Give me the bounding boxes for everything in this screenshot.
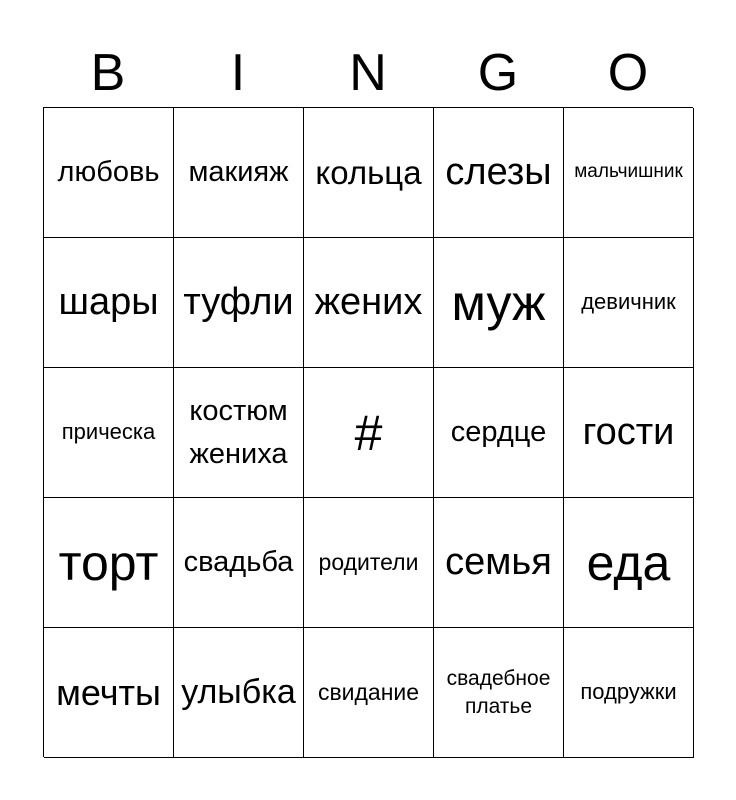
header-letter-b: B (90, 44, 126, 102)
cell-label: девичник (581, 289, 676, 315)
cell-label: шары (58, 280, 159, 323)
bingo-cell[interactable] (44, 108, 174, 238)
cell-label: макияж (188, 156, 289, 189)
bingo-cell[interactable] (434, 628, 564, 758)
cell-label: подружки (580, 679, 677, 705)
cell-label: слезы (445, 150, 552, 193)
bingo-cell[interactable] (174, 368, 304, 498)
bingo-cell[interactable] (304, 108, 434, 238)
header-letter-n: N (349, 44, 387, 102)
cell-label: гости (582, 410, 675, 453)
bingo-cell[interactable] (434, 238, 564, 368)
cell-label: муж (451, 274, 546, 331)
bingo-cell[interactable] (174, 498, 304, 628)
cell-label: свадьба (183, 546, 294, 579)
free-space-label: # (354, 404, 383, 461)
cell-label: свидание (317, 678, 420, 705)
bingo-cell[interactable] (44, 498, 174, 628)
header-letter-g: G (477, 44, 519, 102)
bingo-cell[interactable] (304, 498, 434, 628)
header-letter-i: I (230, 44, 246, 102)
cell-label: торт (58, 534, 159, 591)
bingo-cell[interactable] (564, 628, 694, 758)
cell-label: костюм жениха (189, 395, 288, 470)
cell-label: сердце (450, 416, 547, 449)
bingo-cell[interactable] (174, 628, 304, 758)
bingo-header (43, 38, 693, 108)
bingo-grid (43, 107, 693, 757)
cell-label: мечты (56, 671, 161, 713)
cell-label: мальчишник (574, 161, 683, 183)
cell-label: родители (318, 548, 419, 575)
bingo-cell[interactable] (564, 368, 694, 498)
free-space-cell[interactable] (304, 368, 434, 498)
cell-label: свадебное платье (446, 667, 551, 718)
cell-label: еда (586, 534, 671, 591)
cell-label: улыбка (181, 673, 296, 712)
cell-label: туфли (183, 280, 294, 323)
bingo-cell[interactable] (44, 238, 174, 368)
cell-label: семья (445, 540, 552, 583)
bingo-cell[interactable] (44, 368, 174, 498)
cell-label: любовь (57, 156, 160, 189)
bingo-cell[interactable] (174, 108, 304, 238)
bingo-cell[interactable] (434, 498, 564, 628)
cell-label: кольца (315, 153, 422, 191)
bingo-cell[interactable] (564, 498, 694, 628)
header-letter-o: O (607, 44, 649, 102)
cell-label: прическа (61, 419, 156, 445)
bingo-cell[interactable] (434, 368, 564, 498)
bingo-cell[interactable] (44, 628, 174, 758)
bingo-cell[interactable] (564, 238, 694, 368)
bingo-cell[interactable] (564, 108, 694, 238)
cell-label: жених (314, 280, 423, 323)
bingo-cell[interactable] (304, 628, 434, 758)
bingo-cell[interactable] (174, 238, 304, 368)
bingo-cell[interactable] (434, 108, 564, 238)
bingo-cell[interactable] (304, 238, 434, 368)
